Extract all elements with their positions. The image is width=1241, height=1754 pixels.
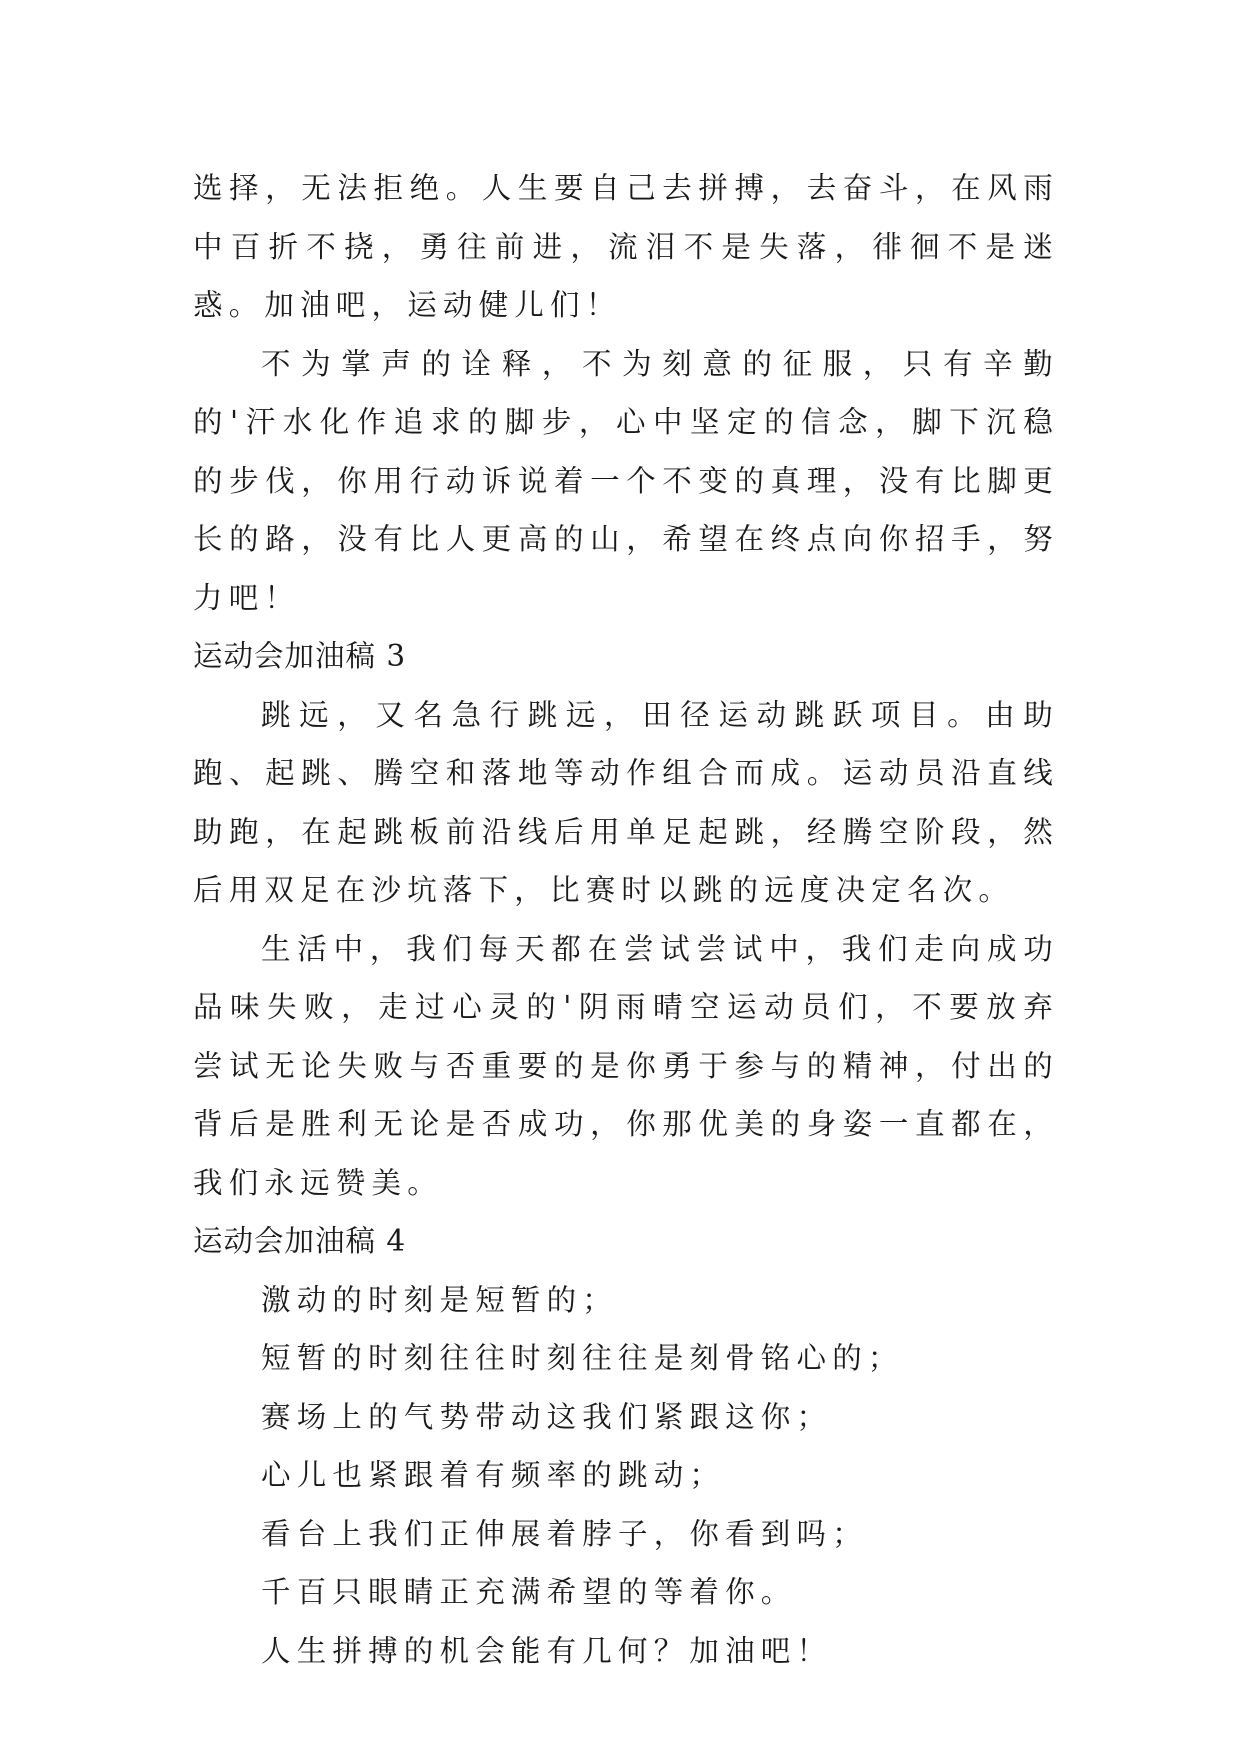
verse-line: 激动的时刻是短暂的；: [261, 1282, 619, 1317]
paragraph: 跳远，又名急行跳远，田径运动跳跃项目。由助跑、起跳、腾空和落地等动作组合而成。运动员沿直线助跑，在起跳板前沿线后用单足起跳，经腾空阶段，然后用双足在沙坑落下，比赛时以跳的远度决定名次。: [193, 697, 1059, 907]
paragraph: 选择，无法拒绝。人生要自己去拼搏，去奋斗，在风雨中百折不挠，勇往前进，流泪不是失落，徘徊不是迷惑。加油吧，运动健儿们！: [193, 171, 1059, 322]
verse-line: 心儿也紧跟着有频率的跳动；: [261, 1458, 726, 1492]
verse-line: 短暂的时刻往往时刻往往是刻骨铭心的；: [261, 1341, 904, 1375]
verse-line: 看台上我们正伸展着脖子，你看到吗；: [261, 1516, 868, 1551]
verse-line: 千百只眼睛正充满希望的等着你。: [261, 1575, 797, 1609]
paragraph: 不为掌声的诠释，不为刻意的征服，只有辛勤的'汗水化作追求的脚步，心中坚定的信念，脚下沉稳的步伐，你用行动诉说着一个不变的真理，没有比脚更长的路，没有比人更高的山，希望在终点向你招手，努力吧！: [193, 346, 1059, 615]
section-heading: 运动会加油稿 4: [193, 1224, 407, 1258]
verse-line: 人生拼搏的机会能有几何？加油吧！: [261, 1633, 833, 1668]
paragraph: 生活中，我们每天都在尝试尝试中，我们走向成功品味失败，走过心灵的'阴雨晴空运动员们，不要放弃尝试无论失败与否重要的是你勇于参与的精神，付出的背后是胜利无论是否成功，你那优美的身姿一直都在，我们永远赞美。: [193, 931, 1059, 1200]
verse-line: 赛场上的气势带动这我们紧跟这你；: [261, 1399, 833, 1434]
document-body: [193, 159, 1059, 1680]
section-heading: 运动会加油稿 3: [193, 639, 407, 673]
